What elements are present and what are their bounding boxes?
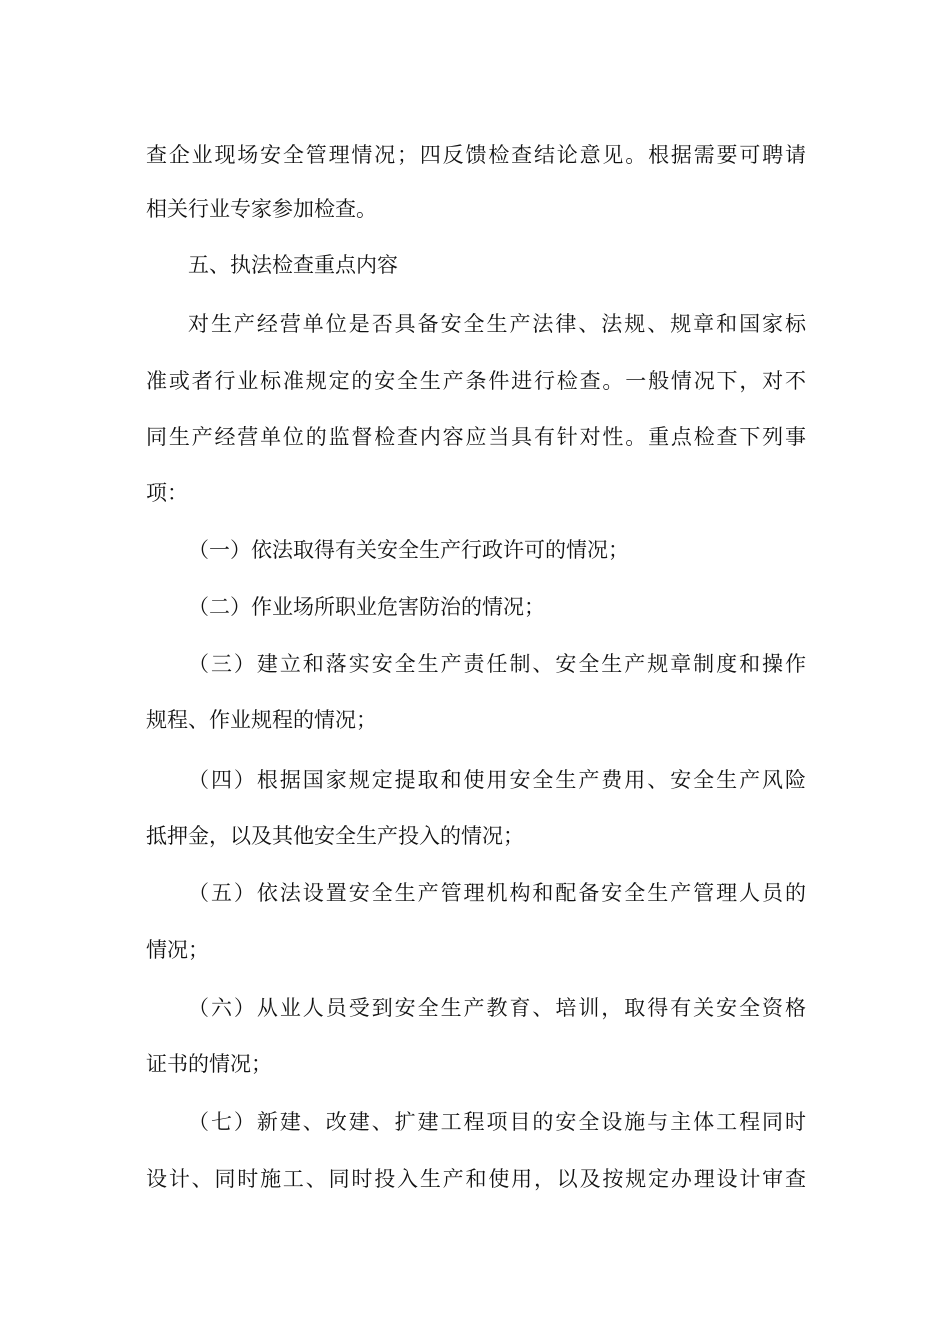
- list-item: （一）依法取得有关安全生产行政许可的情况；: [188, 538, 629, 562]
- paragraph-line: 项：: [146, 481, 188, 505]
- list-item: （四）根据国家规定提取和使用安全生产费用、安全生产风险: [188, 768, 806, 792]
- list-item: （七）新建、改建、扩建工程项目的安全设施与主体工程同时: [188, 1110, 806, 1134]
- paragraph-line: 同生产经营单位的监督检查内容应当具有针对性。重点检查下列事: [146, 425, 806, 449]
- list-item: （五）依法设置安全生产管理机构和配备安全生产管理人员的: [188, 881, 806, 905]
- paragraph-line: 查企业现场安全管理情况；四反馈检查结论意见。根据需要可聘请: [146, 143, 806, 167]
- paragraph-line: 相关行业专家参加检查。: [146, 197, 377, 221]
- list-item-continuation: 证书的情况；: [146, 1052, 272, 1076]
- list-item-continuation: 情况；: [146, 938, 209, 962]
- paragraph-line: 准或者行业标准规定的安全生产条件进行检查。一般情况下，对不: [146, 369, 806, 393]
- list-item-continuation: 抵押金，以及其他安全生产投入的情况；: [146, 824, 524, 848]
- section-heading: 五、执法检查重点内容: [188, 253, 398, 277]
- paragraph-line: 对生产经营单位是否具备安全生产法律、法规、规章和国家标: [188, 312, 806, 336]
- list-item: （六）从业人员受到安全生产教育、培训，取得有关安全资格: [188, 996, 806, 1020]
- list-item-continuation: 规程、作业规程的情况；: [146, 708, 377, 732]
- list-item: （三）建立和落实安全生产责任制、安全生产规章制度和操作: [188, 652, 806, 676]
- list-item-continuation: 设计、同时施工、同时投入生产和使用，以及按规定办理设计审查: [146, 1167, 806, 1191]
- list-item: （二）作业场所职业危害防治的情况；: [188, 595, 545, 619]
